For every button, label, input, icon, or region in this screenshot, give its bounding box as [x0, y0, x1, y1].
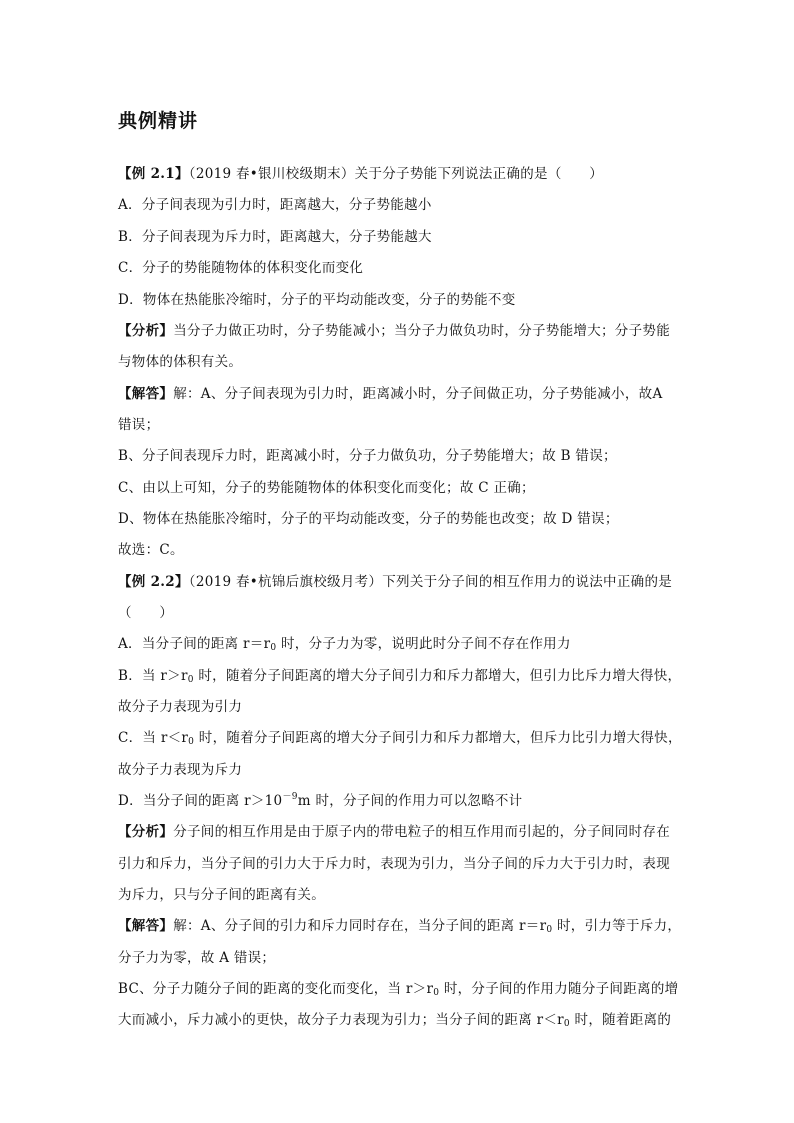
- option-c-cont: 故分子力表现为斥力: [118, 762, 243, 778]
- option-b-cont: 故分子力表现为引力: [118, 699, 243, 715]
- section-heading: 典例精讲: [118, 110, 199, 132]
- answer-line: 【解答】解：A、分子间表现为引力时，距离减小时，分子间做正功，分子势能减小，故A: [118, 386, 663, 402]
- option-a: A．当分子间的距离 $r=r_0$ 时，分子力为零，说明此时分子间不存在作用力: [118, 636, 571, 653]
- question-bracket: （ ）: [118, 605, 174, 621]
- option-d: D．物体在热能胀冷缩时，分子的平均动能改变，分子的势能不变: [118, 292, 516, 308]
- option-c: C．当 $r<r_0$ 时，随着分子间距离的增大分子间引力和斥力都增大，但斥力比引力增大得快，: [118, 730, 682, 747]
- example-2-1-question: 【例 2.1】（2019 春•银川校级期末）关于分子势能下列说法正确的是（ ）: [118, 166, 604, 182]
- answer-line: B、分子间表现斥力时，距离减小时，分子力做负功，分子势能增大；故 B 错误；: [118, 448, 617, 464]
- analysis-line: 【分析】分子间的相互作用是由于原子内的带电粒子的相互作用而引起的，分子间同时存在: [118, 824, 671, 840]
- answer-line: 错误；: [118, 417, 160, 433]
- option-a: A．分子间表现为引力时，距离越大，分子势能越小: [118, 197, 432, 213]
- answer-line: C、由以上可知，分子的势能随物体的体积变化而变化；故 C 正确；: [118, 480, 535, 496]
- option-c: C．分子的势能随物体的体积变化而变化: [118, 260, 364, 276]
- answer-line: D、物体在热能胀冷缩时，分子的平均动能改变，分子的势能也改变；故 D 错误；: [118, 511, 619, 527]
- answer-line: 大而减小，斥力减小的更快，故分子力表现为引力；当分子间的距离 $r<r_0$ 时，随着距离的: [118, 1012, 672, 1029]
- example-tag: 【例 2.1】: [118, 166, 189, 182]
- analysis-line: 与物体的体积有关。: [118, 354, 243, 370]
- analysis-line: 【分析】当分子力做正功时，分子势能减小；当分子力做负功时，分子势能增大；分子势能: [118, 323, 671, 339]
- answer-line: 分子力为零，故 A 错误；: [118, 950, 276, 966]
- option-b: B．当 $r>r_0$ 时，随着分子间距离的增大分子间引力和斥力都增大，但引力比斥力增大得快，: [118, 668, 682, 685]
- analysis-line: 引力和斥力，当分子间的引力大于斥力时，表现为引力，当分子间的斥力大于引力时，表现: [118, 856, 670, 872]
- answer-line: 故选：C。: [118, 542, 184, 558]
- option-d: D．当分子间的距离 $r>10^{-9}m$ 时，分子间的作用力可以忽略不计: [118, 792, 523, 809]
- answer-line: BC、分子力随分子间的距离的变化而变化，当 $r>r_0$ 时，分子间的作用力随分子间距离的增: [118, 981, 679, 998]
- answer-line: 【解答】解：A、分子间的引力和斥力同时存在，当分子间的距离 $r=r_0$ 时，引力等于斥力，: [118, 918, 682, 935]
- example-2-2-question: 【例 2.2】（2019 春•杭锦后旗校级月考）下列关于分子间的相互作用力的说法中正确的是: [118, 574, 673, 590]
- option-b: B．分子间表现为斥力时，距离越大，分子势能越大: [118, 229, 432, 245]
- analysis-line: 为斥力，只与分子间的距离有关。: [118, 887, 325, 903]
- example-tag: 【例 2.2】: [118, 574, 189, 590]
